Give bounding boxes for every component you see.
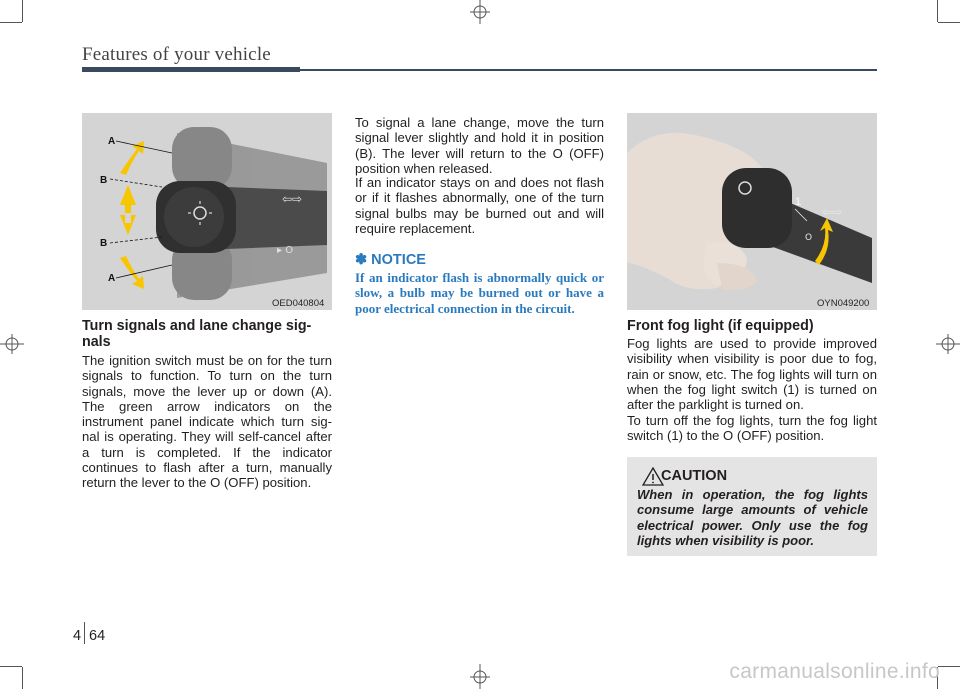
label-a-top: A (108, 136, 116, 147)
caution-title: CAUTION (661, 468, 728, 484)
turn-signal-lever-illustration (82, 113, 332, 310)
crop-mark (0, 666, 22, 667)
indicator-paragraph: If an indicator stays on and does not flash or if it flashes abnormally, one of the turn signal bulbs may be burned out and will require replacement. (355, 175, 604, 236)
crop-mark (938, 22, 960, 23)
header-title: Features of your vehicle (82, 44, 271, 65)
header-bar (82, 67, 300, 72)
chapter-number: 4 (73, 628, 82, 644)
caution-box (627, 457, 877, 556)
svg-text:O: O (805, 233, 813, 243)
section-heading-fog-light: Front fog light (if equipped) (627, 318, 814, 334)
turn-signal-paragraph: The ignition switch must be on for the turn signals to function. To turn on the turn signals, move the lever up or down (A). The green arrow indicators on the instrument panel indicate which turn sig-nal is operating. They will self-cancel after a turn is completed. If the indicator continues to flash after a turn, manually return the lever to the O (OFF) position. (82, 353, 332, 491)
label-a-bottom: A (108, 273, 116, 284)
svg-text:⇦⇨: ⇦⇨ (822, 205, 843, 219)
svg-text:▸ O: ▸ O (277, 245, 294, 256)
svg-text:⇦⇨: ⇦⇨ (282, 192, 303, 206)
registration-mark-bottom (464, 664, 496, 689)
crop-mark (0, 22, 22, 23)
crop-mark (938, 666, 960, 667)
label-1: 1 (795, 196, 802, 208)
crop-mark (22, 0, 23, 22)
turn-signal-figure (82, 113, 332, 310)
crop-mark (22, 667, 23, 689)
crop-mark (937, 0, 938, 22)
registration-mark-left (0, 328, 26, 360)
header-rule (300, 69, 877, 71)
page-number-divider (84, 622, 85, 644)
fog-light-switch-illustration (627, 113, 877, 310)
label-b-top: B (100, 175, 108, 186)
registration-mark-top (464, 0, 496, 26)
figure-code-right: OYN049200 (817, 298, 870, 309)
registration-mark-right (934, 328, 960, 360)
fog-light-off-paragraph: To turn off the fog lights, turn the fog light switch (1) to the O (OFF) position. (627, 413, 877, 444)
notice-body: If an indicator flash is abnormally quick or slow, a bulb may be burned out or have a poor electrical connection in the circuit. (355, 270, 604, 316)
watermark: carmanualsonline.info (729, 660, 940, 683)
caution-body: When in operation, the fog lights consume large amounts of vehicle electrical power. Only use the fog lights when visibility is poor. (637, 487, 868, 548)
fog-light-figure (627, 113, 877, 310)
lane-change-paragraph: To signal a lane change, move the turn signal lever slightly and hold it in position (B). The lever will return to the O (OFF) position when released. (355, 115, 604, 176)
label-b-bottom: B (100, 238, 108, 249)
page-number: 64 (89, 628, 106, 644)
notice-title: ✽ NOTICE (355, 252, 426, 268)
fog-light-paragraph: Fog lights are used to provide improved visibility when visibility is poor due to fog, rain or snow, etc. The fog lights will turn on when the fog light switch (1) is turned on after the parklight is turned on. (627, 336, 877, 413)
figure-code-left: OED040804 (272, 298, 325, 309)
section-heading-turn-signals: Turn signals and lane change sig-nals (82, 318, 312, 350)
